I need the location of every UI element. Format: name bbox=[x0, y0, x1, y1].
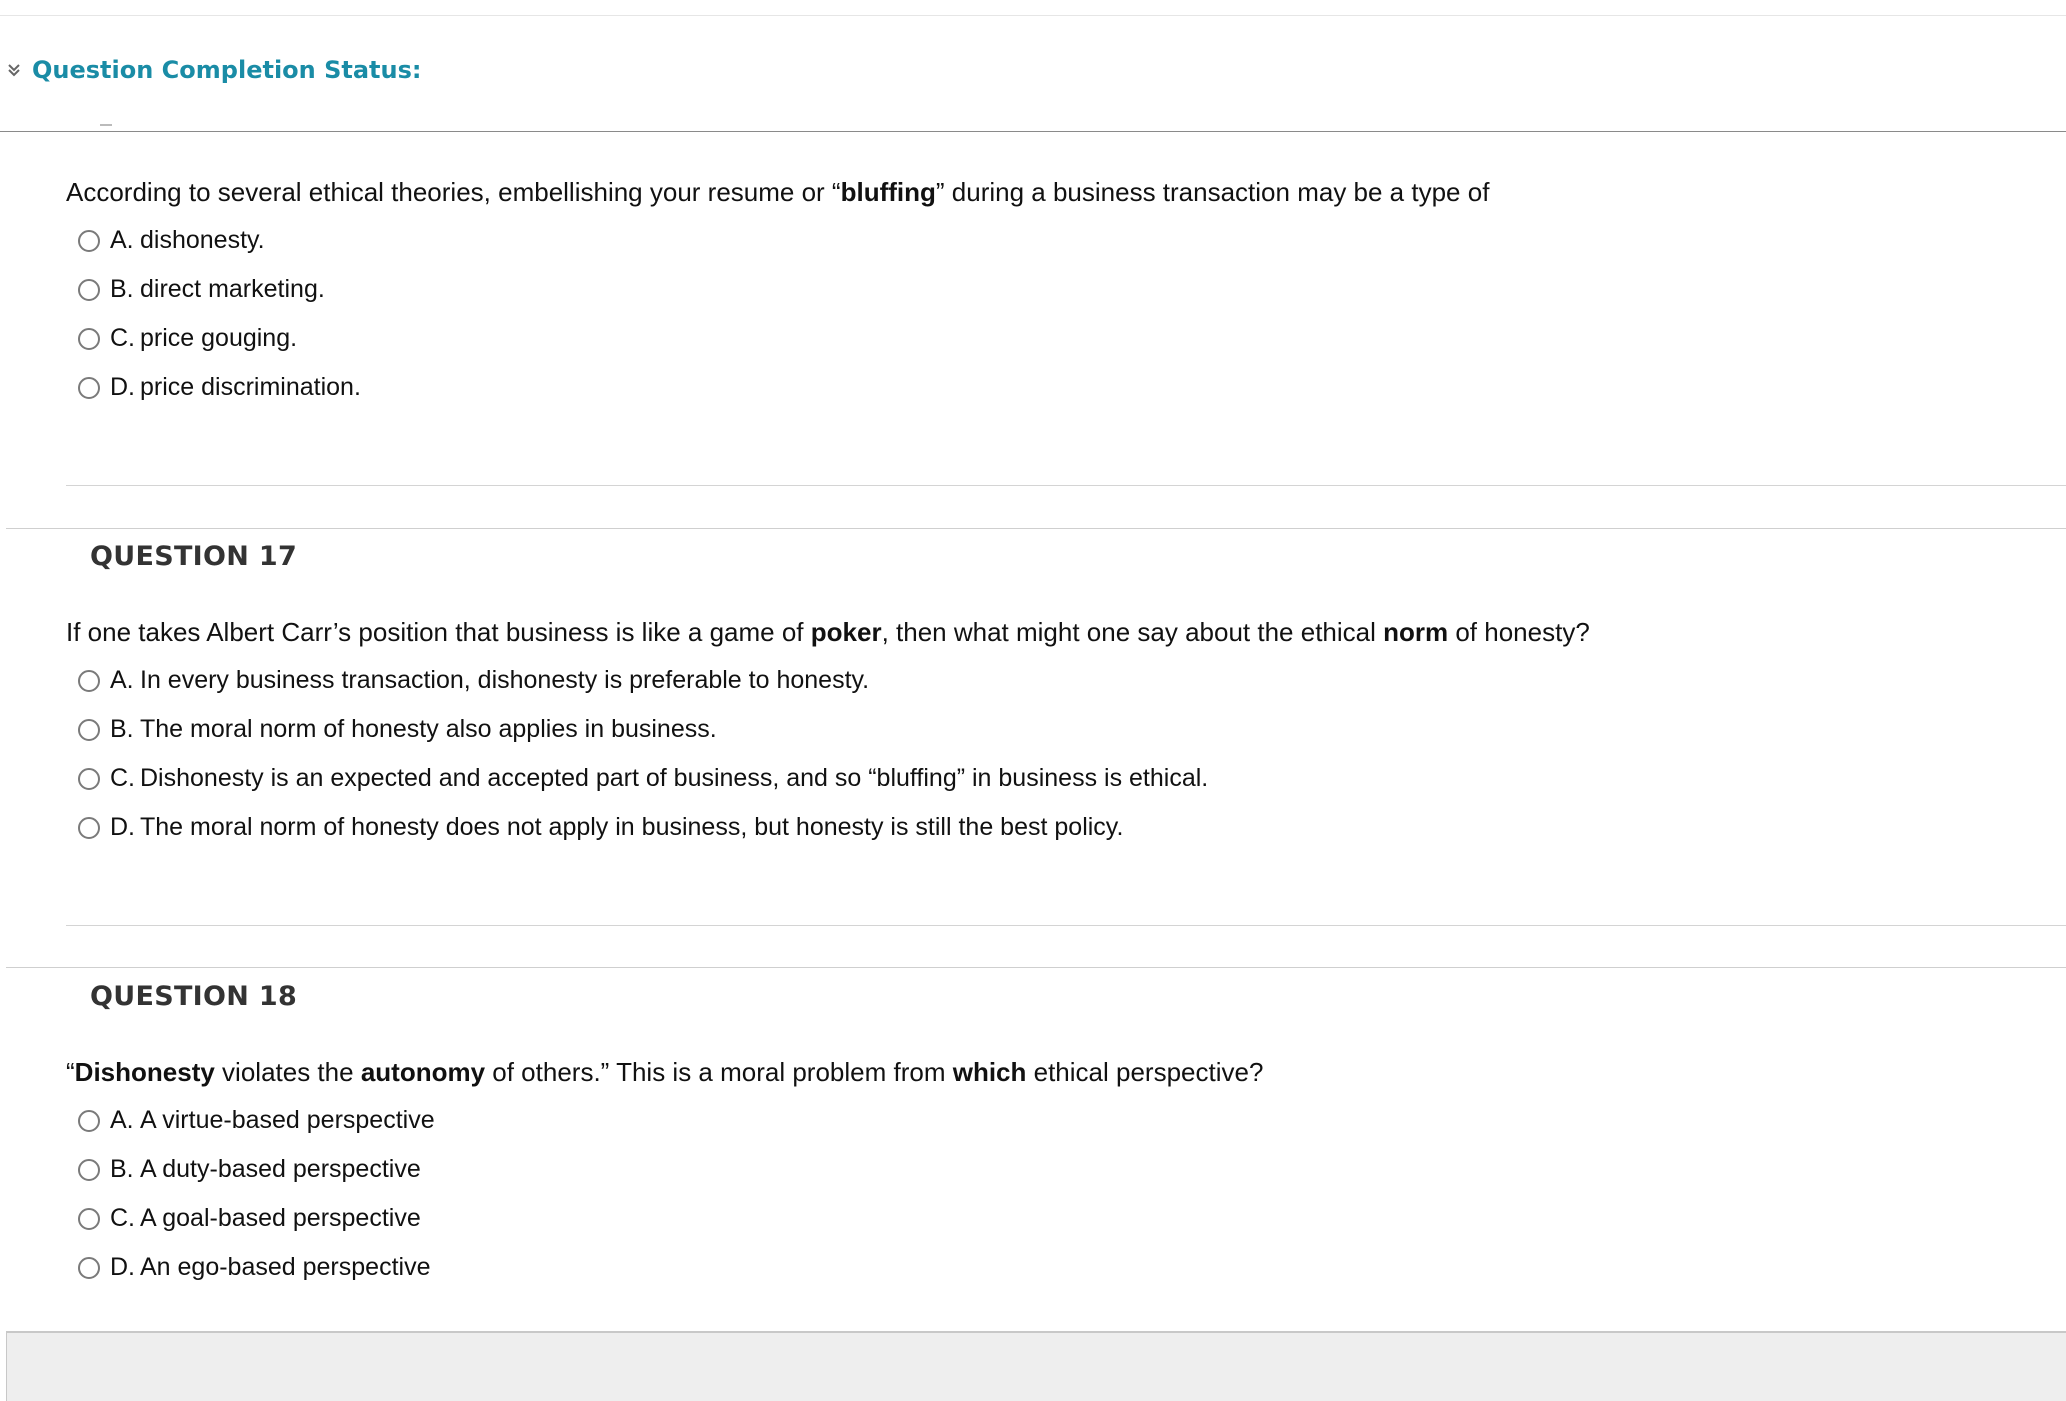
option-text: The moral norm of honesty also applies in business. bbox=[140, 715, 717, 743]
question-17-heading: QUESTION 17 bbox=[90, 541, 298, 572]
option-letter: A. bbox=[110, 666, 134, 694]
answer-option[interactable] bbox=[78, 705, 1208, 754]
cut-off-text-fragment bbox=[100, 124, 112, 126]
option-letter: C. bbox=[110, 764, 135, 792]
option-text: price gouging. bbox=[140, 324, 298, 352]
bottom-action-panel bbox=[6, 1331, 2066, 1401]
option-text: Dishonesty is an expected and accepted part of business, and so “bluffing” in business is ethical. bbox=[140, 764, 1209, 792]
question-text-segment: ethical perspective? bbox=[1026, 1057, 1264, 1087]
completion-status-toggle[interactable] bbox=[0, 45, 422, 95]
option-text: The moral norm of honesty does not apply in business, but honesty is still the best policy. bbox=[140, 813, 1124, 841]
option-letter: B. bbox=[110, 275, 134, 303]
answer-option[interactable] bbox=[78, 1194, 435, 1243]
question-18-text bbox=[66, 1055, 1263, 1089]
question-divider bbox=[66, 925, 2066, 926]
answer-option[interactable] bbox=[78, 314, 361, 363]
radio-button[interactable] bbox=[78, 817, 100, 839]
double-chevron-down-icon bbox=[6, 59, 28, 81]
question-text-segment: ” during a business transaction may be a type of bbox=[935, 177, 1490, 207]
question-divider bbox=[6, 967, 2066, 968]
answer-option[interactable] bbox=[78, 265, 361, 314]
question-16-options bbox=[78, 216, 361, 412]
option-letter: B. bbox=[110, 1155, 134, 1183]
radio-button[interactable] bbox=[78, 377, 100, 399]
question-text-bold-segment: Dishonesty bbox=[74, 1057, 215, 1087]
radio-button[interactable] bbox=[78, 230, 100, 252]
option-letter: D. bbox=[110, 1253, 135, 1281]
radio-button[interactable] bbox=[78, 670, 100, 692]
option-text: A duty-based perspective bbox=[140, 1155, 421, 1183]
answer-option[interactable] bbox=[78, 1096, 435, 1145]
question-16-text bbox=[66, 175, 1489, 209]
question-text-segment: , then what might one say about the ethical bbox=[881, 617, 1384, 647]
option-letter: A. bbox=[110, 1106, 134, 1134]
option-text: direct marketing. bbox=[140, 275, 325, 303]
question-text-bold-segment: norm bbox=[1383, 617, 1449, 647]
question-text-bold-segment: bluffing bbox=[840, 177, 936, 207]
option-text: A goal-based perspective bbox=[140, 1204, 421, 1232]
option-letter: B. bbox=[110, 715, 134, 743]
answer-option[interactable] bbox=[78, 1145, 435, 1194]
question-17-options bbox=[78, 656, 1208, 852]
radio-button[interactable] bbox=[78, 1159, 100, 1181]
top-divider bbox=[0, 15, 2066, 16]
question-text-segment: “ bbox=[66, 1057, 75, 1087]
question-text-segment: of others.” This is a moral problem from bbox=[485, 1057, 953, 1087]
status-divider bbox=[0, 131, 2066, 132]
question-18-options bbox=[78, 1096, 435, 1292]
option-letter: C. bbox=[110, 324, 135, 352]
answer-option[interactable] bbox=[78, 803, 1208, 852]
question-17-text bbox=[66, 615, 1590, 649]
question-text-segment: According to several ethical theories, embellishing your resume or “ bbox=[66, 177, 841, 207]
option-letter: C. bbox=[110, 1204, 135, 1232]
question-text-bold-segment: autonomy bbox=[360, 1057, 486, 1087]
question-text-bold-segment: poker bbox=[810, 617, 882, 647]
completion-status-label: Question Completion Status: bbox=[32, 56, 422, 84]
option-letter: D. bbox=[110, 373, 135, 401]
question-text-segment: of honesty? bbox=[1448, 617, 1590, 647]
option-letter: A. bbox=[110, 226, 134, 254]
radio-button[interactable] bbox=[78, 719, 100, 741]
answer-option[interactable] bbox=[78, 363, 361, 412]
radio-button[interactable] bbox=[78, 1110, 100, 1132]
answer-option[interactable] bbox=[78, 1243, 435, 1292]
radio-button[interactable] bbox=[78, 1257, 100, 1279]
question-divider bbox=[6, 528, 2066, 529]
answer-option[interactable] bbox=[78, 656, 1208, 705]
radio-button[interactable] bbox=[78, 768, 100, 790]
option-letter: D. bbox=[110, 813, 135, 841]
radio-button[interactable] bbox=[78, 328, 100, 350]
question-text-segment: If one takes Albert Carr’s position that business is like a game of bbox=[66, 617, 811, 647]
question-text-bold-segment: which bbox=[952, 1057, 1027, 1087]
question-text-segment: violates the bbox=[214, 1057, 361, 1087]
option-text: A virtue-based perspective bbox=[140, 1106, 435, 1134]
answer-option[interactable] bbox=[78, 216, 361, 265]
question-divider bbox=[66, 485, 2066, 486]
question-18-heading: QUESTION 18 bbox=[90, 981, 298, 1012]
option-text: An ego-based perspective bbox=[140, 1253, 431, 1281]
radio-button[interactable] bbox=[78, 1208, 100, 1230]
option-text: dishonesty. bbox=[140, 226, 265, 254]
radio-button[interactable] bbox=[78, 279, 100, 301]
option-text: price discrimination. bbox=[140, 373, 361, 401]
answer-option[interactable] bbox=[78, 754, 1208, 803]
option-text: In every business transaction, dishonesty is preferable to honesty. bbox=[140, 666, 870, 694]
